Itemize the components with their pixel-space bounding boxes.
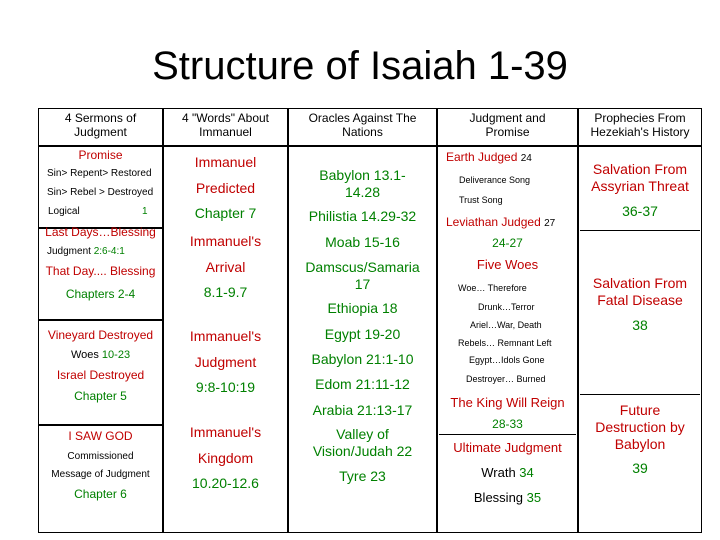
- tyre-ref: 23: [370, 468, 386, 484]
- blessing-line: [439, 491, 576, 506]
- header-sermons-text: 4 Sermons of Judgment: [64, 111, 137, 139]
- repent-line: Sin> Repent> Restored: [47, 168, 152, 179]
- king-will-reign: The King Will Reign: [450, 395, 565, 410]
- future-a: Future: [619, 402, 661, 418]
- logical-number: 1: [142, 206, 148, 217]
- col5-divider-2: [580, 394, 700, 395]
- immanuels-judgment-1: Immanuel's: [189, 328, 262, 344]
- egypt-line: Egypt 19-20: [324, 326, 401, 342]
- five-woes: Five Woes: [476, 257, 539, 272]
- leviathan-ref: 27: [544, 218, 556, 229]
- damascus-a: Damscus/Samaria: [305, 259, 420, 275]
- chapters-2-4: Chapters 2-4: [65, 287, 136, 301]
- ultimate-judgment-divider: [439, 434, 576, 435]
- ref-36-37: 36-37: [622, 203, 658, 219]
- philistia-line: Philistia 14.29-32: [308, 208, 417, 224]
- ref-24-27: 24-27: [492, 236, 523, 250]
- salvation-disease-a: Salvation From: [592, 275, 688, 291]
- judgment-line-col2: Judgment: [194, 354, 257, 370]
- ref-8-1: 8.1-9.7: [203, 284, 248, 300]
- wrath-ref: 34: [519, 465, 534, 480]
- judgment-line: [47, 246, 125, 258]
- leviathan-label: Leviathan Judged: [446, 215, 545, 229]
- page-title: Structure of Isaiah 1-39: [152, 44, 568, 88]
- tyre-label: Tyre: [339, 468, 371, 484]
- woe-therefore: Woe… Therefore: [458, 283, 527, 293]
- immanuel-line: Immanuel: [194, 154, 257, 170]
- woes-label: Woes: [70, 349, 102, 361]
- blessing-ref: 35: [526, 490, 542, 505]
- babylon-13-a: Babylon 13.1-: [319, 167, 406, 183]
- earth-judged-label: Earth Judged: [446, 150, 521, 164]
- babylon-21-line: Babylon 21:1-10: [311, 351, 414, 367]
- destroyer-line: Destroyer… Burned: [466, 374, 546, 384]
- header-immanuel-text: 4 "Words" About Immanuel: [181, 111, 269, 139]
- leviathan-line: [446, 216, 555, 230]
- israel-destroyed-line: Israel Destroyed: [56, 368, 145, 382]
- egypt-idols: Egypt…Idols Gone: [469, 355, 545, 365]
- ref-39: 39: [632, 460, 648, 476]
- ultimate-judgment: Ultimate Judgment: [453, 440, 562, 455]
- header-oracles-text: Oracles Against The Nations: [308, 111, 417, 139]
- rebels-line: Rebels… Remnant Left: [458, 338, 552, 348]
- immanuels-arrival-1: Immanuel's: [189, 233, 262, 249]
- earth-judged-ref: 24: [520, 153, 532, 164]
- predicted-line: Predicted: [195, 180, 256, 196]
- vineyard-line: Vineyard Destroyed: [47, 328, 154, 342]
- salvation-assyrian-b: Assyrian Threat: [591, 178, 689, 194]
- header-judgment-promise-text: Judgment and Promise: [469, 111, 546, 139]
- chapter-7: Chapter 7: [194, 205, 257, 221]
- edom-line: Edom 21:11-12: [315, 376, 410, 392]
- valley-b: Vision/Judah 22: [312, 443, 413, 459]
- ref-10-20: 10.20-12.6: [192, 475, 259, 491]
- arabia-line: Arabia 21:13-17: [312, 402, 413, 418]
- ref-9-8: 9:8-10:19: [195, 379, 256, 395]
- ref-28-33: 28-33: [492, 417, 523, 431]
- woes-line: [40, 349, 161, 362]
- promise-label: Promise: [78, 148, 123, 162]
- moab-line: Moab 15-16: [325, 234, 400, 250]
- kingdom-line: Kingdom: [197, 450, 254, 466]
- damascus-b: 17: [354, 276, 371, 292]
- tyre-line: [290, 468, 435, 484]
- drunk-terror: Drunk…Terror: [478, 302, 535, 312]
- logical-label: Logical: [48, 206, 80, 217]
- future-c: Babylon: [614, 436, 666, 452]
- blessing-label: Blessing: [473, 490, 527, 505]
- commissioned-line: Commissioned: [67, 451, 134, 462]
- babylon-13-b: 14.28: [344, 184, 381, 200]
- wrath-line: [439, 466, 576, 481]
- saw-god-line: I SAW GOD: [68, 429, 133, 443]
- message-line: Message of Judgment: [51, 469, 150, 480]
- judgment-ref: 2:6-4:1: [93, 246, 125, 257]
- woes-ref: 10-23: [101, 349, 131, 361]
- chapter-6: Chapter 6: [74, 487, 127, 501]
- rebel-line: Sin> Rebel > Destroyed: [47, 187, 154, 198]
- trust-song: Trust Song: [459, 195, 503, 205]
- immanuels-kingdom-1: Immanuel's: [189, 424, 262, 440]
- header-hezekiah-text: Prophecies From Hezekiah's History: [590, 111, 690, 139]
- wrath-label: Wrath: [481, 465, 520, 480]
- last-days-line: Last Days…Blessing: [45, 225, 156, 239]
- that-day-line: That Day.... Blessing: [45, 264, 156, 278]
- ariel-line: Ariel…War, Death: [470, 320, 542, 330]
- earth-judged-line: [446, 151, 532, 165]
- col5-divider-1: [580, 230, 700, 231]
- chapter-5: Chapter 5: [74, 389, 127, 403]
- salvation-assyrian-a: Salvation From: [592, 161, 688, 177]
- valley-a: Valley of: [336, 426, 389, 442]
- future-b: Destruction by: [595, 419, 685, 435]
- ethiopia-line: Ethiopia 18: [327, 300, 398, 316]
- ref-38: 38: [632, 317, 648, 333]
- deliverance-song: Deliverance Song: [459, 175, 531, 185]
- judgment-label: Judgment: [47, 246, 94, 257]
- salvation-disease-b: Fatal Disease: [597, 292, 683, 308]
- arrival-line: Arrival: [205, 259, 246, 275]
